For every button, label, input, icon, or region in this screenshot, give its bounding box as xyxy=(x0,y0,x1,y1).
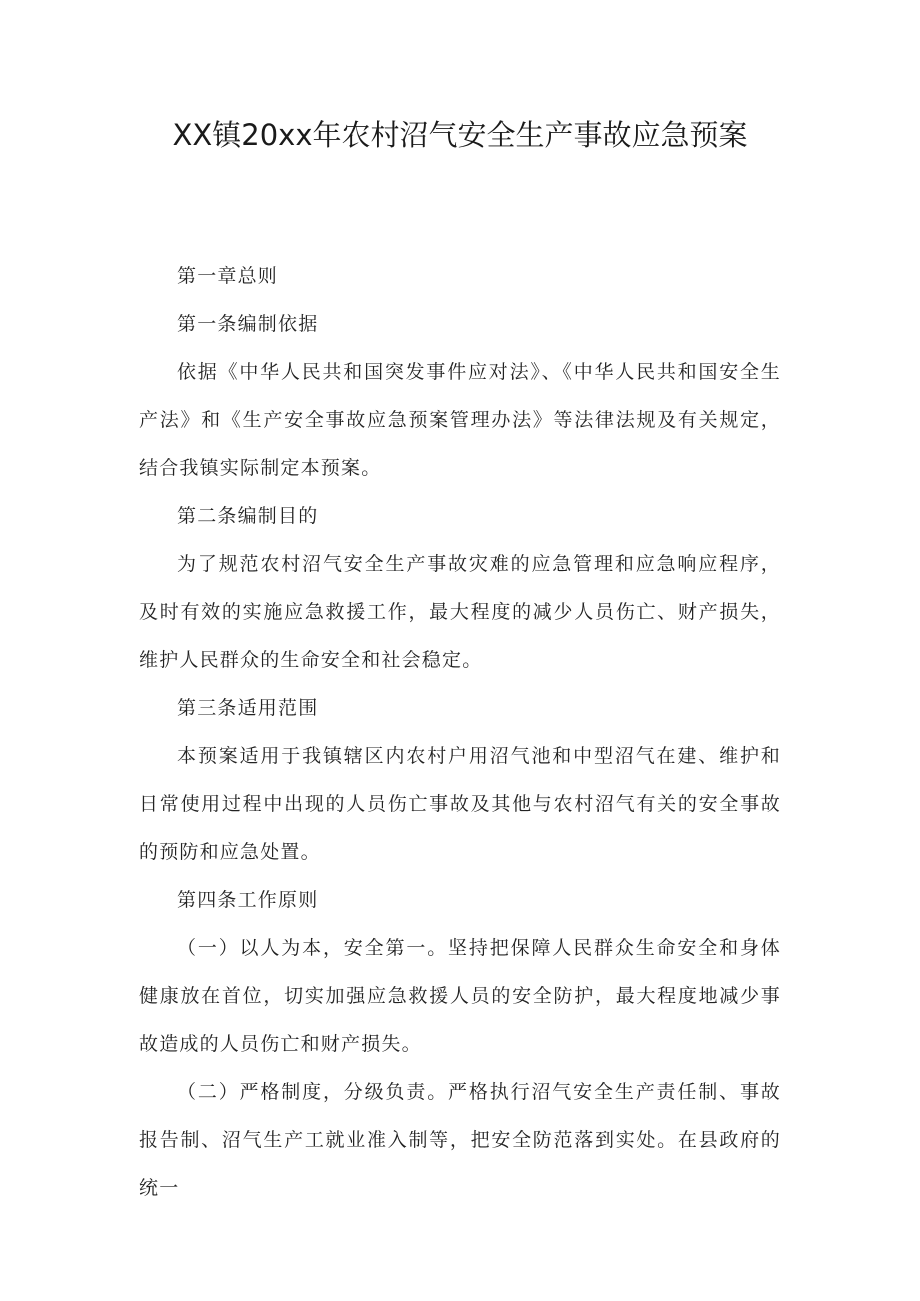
article-2-heading: 第二条编制目的 xyxy=(177,505,319,527)
document-title: XX镇20xx年农村沼气安全生产事故应急预案 xyxy=(172,118,748,152)
article-4-heading: 第四条工作原则 xyxy=(177,889,319,911)
article-2-text: 为了规范农村沼气安全生产事故灾难的应急管理和应急响应程序，及时有效的实施应急救援工作，最大程度的减少人员伤亡、财产损失，维护人民群众的生命安全和社会稳定。 xyxy=(139,553,781,671)
article-3-heading: 第三条适用范围 xyxy=(177,697,319,719)
document-body xyxy=(139,252,781,1212)
chapter-heading: 第一章总则 xyxy=(177,265,279,287)
article-1-heading: 第一条编制依据 xyxy=(177,313,319,335)
article-4-paragraph-2: （二）严格制度，分级负责。严格执行沼气安全生产责任制、事故报告制、沼气生产工就业准入制等，把安全防范落到实处。在县政府的统一 xyxy=(139,1081,781,1199)
article-4-paragraph-1: （一）以人为本，安全第一。坚持把保障人民群众生命安全和身体健康放在首位，切实加强应急救援人员的安全防护，最大程度地减少事故造成的人员伤亡和财产损失。 xyxy=(139,937,781,1055)
article-1-text: 依据《中华人民共和国突发事件应对法》、《中华人民共和国安全生产法》和《生产安全事故应急预案管理办法》等法律法规及有关规定，结合我镇实际制定本预案。 xyxy=(139,361,781,479)
article-3-text: 本预案适用于我镇辖区内农村户用沼气池和中型沼气在建、维护和日常使用过程中出现的人员伤亡事故及其他与农村沼气有关的安全事故的预防和应急处置。 xyxy=(139,745,781,863)
